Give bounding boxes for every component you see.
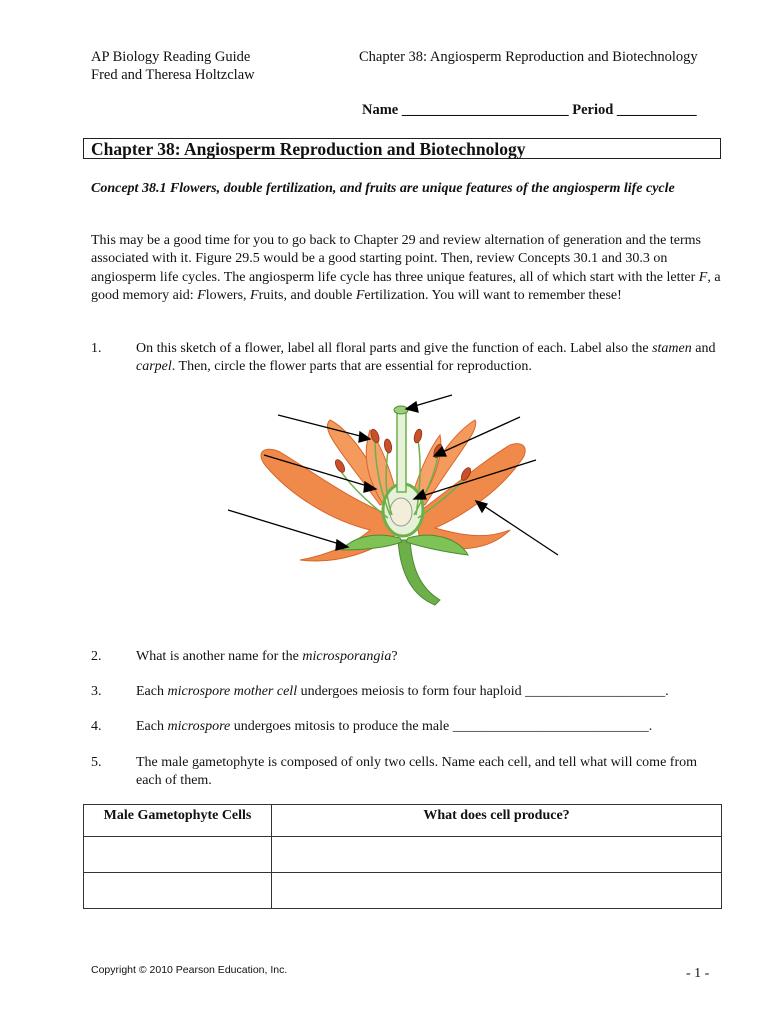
col-header-produce: What does cell produce? — [272, 805, 722, 837]
page-title: Chapter 38: Angiosperm Reproduction and Biotechnology — [91, 139, 526, 159]
concept-heading: Concept 38.1 Flowers, double fertilization, and fruits are unique features of the angiosperm life cycle — [91, 181, 675, 196]
q4-number: 4. — [91, 719, 102, 734]
table-cell[interactable] — [84, 837, 272, 873]
stem — [398, 540, 440, 605]
style — [397, 412, 406, 492]
name-period-line: Name _______________________ Period ___________ — [362, 102, 697, 118]
q5-number: 5. — [91, 755, 102, 770]
page-number: - 1 - — [686, 966, 710, 981]
q5-text: The male gametophyte is composed of only two cells. Name each cell, and tell what will come from each of them. — [136, 755, 697, 788]
table-cell[interactable] — [272, 873, 722, 909]
male-gametophyte-table — [83, 804, 722, 909]
guide-title: AP Biology Reading Guide — [91, 49, 251, 65]
copyright: Copyright © 2010 Pearson Education, Inc. — [91, 964, 288, 976]
chapter-header: Chapter 38: Angiosperm Reproduction and Biotechnology — [359, 49, 698, 65]
q4-text: Each microspore undergoes mitosis to produce the male ____________________________. — [136, 719, 653, 734]
authors: Fred and Theresa Holtzclaw — [91, 67, 255, 83]
intro-paragraph: This may be a good time for you to go back to Chapter 29 and review alternation of generation and the terms associated with it. Figure 29.5 would be a good starting point. Then, review Concepts 30.1 and 30.3 on angiosperm life cycles. The angiosperm life cycle has three unique features, all of which start with the letter F, a good memory aid: Flowers, Fruits, and double Fertilization. You will want to remember these! — [91, 233, 721, 303]
q2-number: 2. — [91, 649, 102, 664]
q2-text: What is another name for the microsporangia? — [136, 649, 398, 664]
sepal-left — [342, 535, 402, 550]
q3-text: Each microspore mother cell undergoes meiosis to form four haploid ____________________. — [136, 684, 669, 699]
table-cell[interactable] — [84, 873, 272, 909]
col-header-cells: Male Gametophyte Cells — [84, 805, 272, 837]
ovule — [390, 498, 412, 526]
flower-diagram — [220, 390, 580, 615]
q3-number: 3. — [91, 684, 102, 699]
q1-text: On this sketch of a flower, label all floral parts and give the function of each. Label also the stamen and carpel. Then, circle the flower parts that are essential for reproduction. — [136, 341, 716, 374]
table-header-row — [84, 805, 722, 837]
table-cell[interactable] — [272, 837, 722, 873]
table-row — [84, 837, 722, 873]
table-row — [84, 873, 722, 909]
q1-number: 1. — [91, 341, 102, 356]
chapter-title-box — [83, 138, 721, 159]
stigma — [394, 406, 408, 414]
